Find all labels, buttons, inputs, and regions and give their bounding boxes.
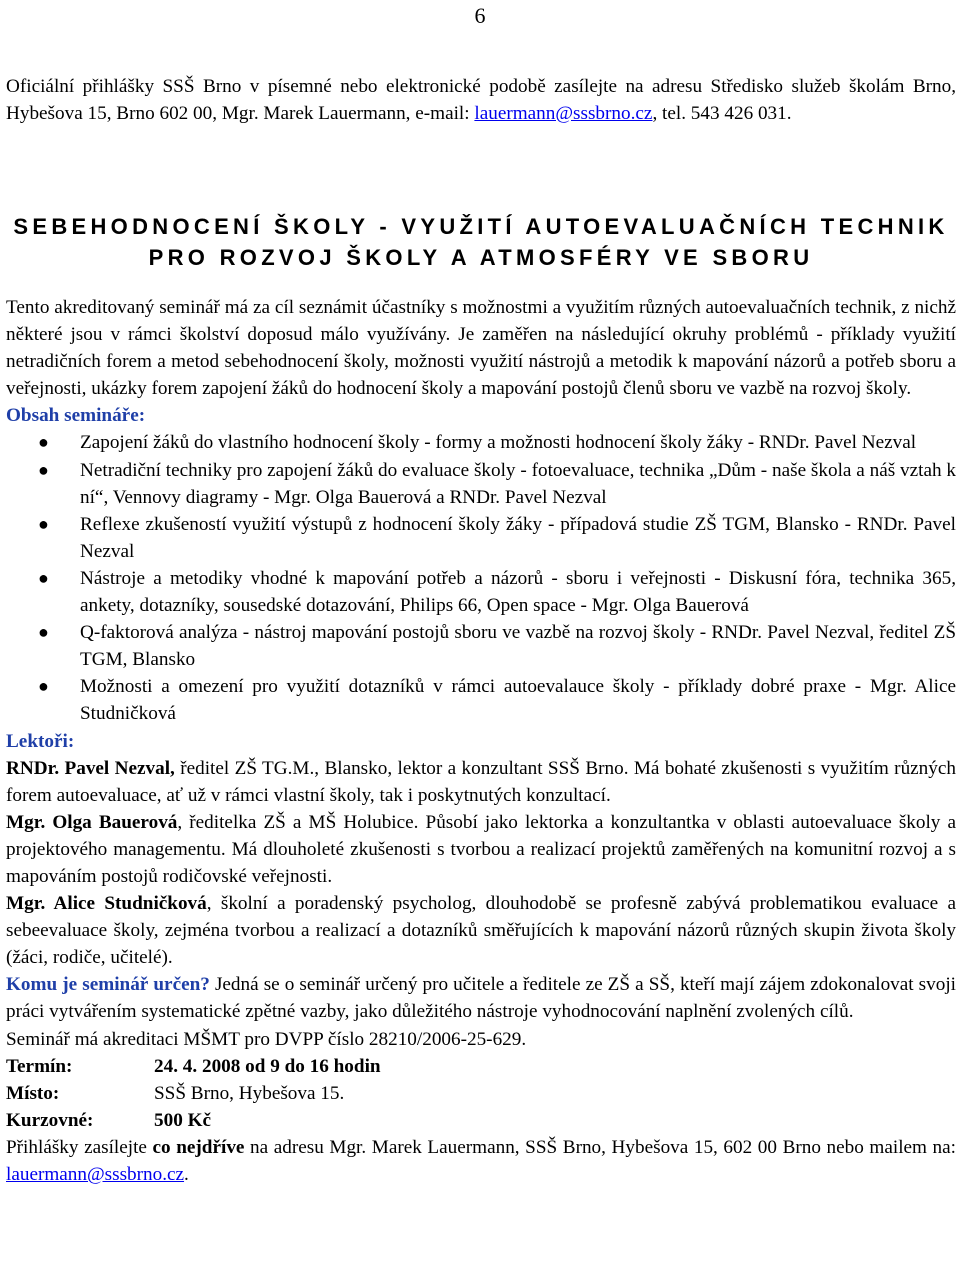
accreditation-line: Seminář má akreditaci MŠMT pro DVPP číslo 28210/2006-25-629. <box>6 1028 527 1050</box>
topic-text: Reflexe zkušeností využití výstupů z hodnocení školy žáky - případová studie ZŠ TGM, Blansko - RNDr. Pavel Nezval <box>80 513 956 562</box>
lecturer-name: RNDr. Pavel Nezval, <box>6 757 175 779</box>
fee-value: 500 Kč <box>154 1109 212 1131</box>
fee-row <box>6 1107 956 1134</box>
lecturers-heading: Lektoři: <box>6 730 75 752</box>
lecturer-bio: ředitel ZŠ TG.M., Blansko, lektor a konzultant SSŠ Brno. Má bohaté zkušenosti s využitím různých forem autoevaluace, ať už v rámci vlastní školy, tak i poskytnutých konzultací. <box>6 757 956 806</box>
closing-emphasis: co nejdříve <box>152 1136 245 1158</box>
list-item <box>6 673 956 727</box>
list-item <box>6 565 956 619</box>
page-number: 6 <box>474 3 486 28</box>
closing-end: . <box>184 1164 189 1185</box>
seminar-title-line-2: PRO ROZVOJ ŠKOLY A ATMOSFÉRY VE SBORU <box>148 245 814 270</box>
place-value: SSŠ Brno, Hybešova 15. <box>154 1082 345 1104</box>
seminar-title <box>6 211 956 273</box>
intro-paragraph <box>6 73 956 127</box>
lecturer-bio: , školní a poradenský psycholog, dlouhodobě se profesně zabývá problematikou evaluace a sebeevaluace školy, zejména tvorbou a realizací a dotazníků směřujících k mapování názorů různých skupin života školy (žáci, rodiče, učitelé). <box>6 893 956 969</box>
lecturer-nezval <box>6 755 956 809</box>
audience-text: Jedná se o seminář určený pro učitele a ředitele ze ZŠ a SŠ, kteří mají zájem zdokonalovat svoji práci vytvářením systematické zpětné vazby, jako důležitého nástroje vyhodnocování naplnění zvolených cílů. <box>6 974 956 1023</box>
intro-tail: , tel. 543 426 031. <box>652 103 792 125</box>
list-item <box>6 619 956 673</box>
lecturer-name: Mgr. Alice Studničková <box>6 893 207 915</box>
place-label: Místo: <box>6 1082 60 1104</box>
list-item <box>6 429 956 456</box>
fee-label: Kurzovné: <box>6 1109 94 1131</box>
lecturer-bauerova <box>6 809 956 890</box>
bullet-icon: ● <box>38 513 49 534</box>
topic-text: Q-faktorová analýza - nástroj mapování postojů sboru ve vazbě na rozvoj školy - RNDr. Pavel Nezval, ředitel ZŠ TGM, Blansko <box>80 622 956 671</box>
seminar-title-line-1: SEBEHODNOCENÍ ŠKOLY - VYUŽITÍ AUTOEVALUAČNÍCH TECHNIK <box>13 214 949 239</box>
bullet-icon: ● <box>38 622 49 643</box>
topics-list <box>6 429 956 727</box>
closing-post: na adresu Mgr. Marek Lauermann, SSŠ Brno, Hybešova 15, 602 00 Brno nebo mailem na: <box>244 1136 956 1158</box>
lecturer-studnickova <box>6 890 956 971</box>
audience-label: Komu je seminář určen? <box>6 974 210 996</box>
intro-text: Oficiální přihlášky SSŠ Brno v písemné nebo elektronické podobě zasílejte na adresu Středisko služeb školám Brno, Hybešova 15, Brno 602 00, Mgr. Marek Lauermann, e-mail: <box>6 76 956 125</box>
lecturer-name: Mgr. Olga Bauerová <box>6 811 178 833</box>
content-heading: Obsah semináře: <box>6 405 146 427</box>
topic-text: Možnosti a omezení pro využití dotazníků v rámci autoevalauce školy - příklady dobré praxe - Mgr. Alice Studničková <box>80 676 956 725</box>
topic-text: Nástroje a metodiky vhodné k mapování potřeb a názorů - sboru i veřejnosti - Diskusní fóra, technika 365, ankety, dotazníky, sousedské dotazování, Philips 66, Open space - Mgr. Olga Bauerová <box>80 567 956 617</box>
bullet-icon: ● <box>38 459 49 480</box>
seminar-description: Tento akreditovaný seminář má za cíl seznámit účastníky s možnostmi a využitím různých autoevaluačních technik, z nichž některé jsou v rámci školství doposud málo využívány. Je zaměřen na následující okruhy problémů - příklady využití netradičních forem a metod sebehodnocení školy, možnosti využití nástrojů a metodik k mapování názorů a potřeb sboru a veřejnosti, ukázky forem zapojení žáků do hodnocení školy a mapování postojů členů sboru ve vazbě na rozvoj školy. <box>6 297 956 400</box>
term-row <box>6 1053 956 1080</box>
list-item <box>6 511 956 565</box>
place-row <box>6 1080 956 1107</box>
closing-pre: Přihlášky zasílejte <box>6 1136 153 1158</box>
topic-text: Netradiční techniky pro zapojení žáků do evaluace školy - fotoevaluace, technika „Dům - naše škola a náš vztah k ní“, Vennovy diagramy - Mgr. Olga Bauerová a RNDr. Pavel Nezval <box>80 459 956 508</box>
bullet-icon: ● <box>38 432 49 453</box>
closing-email-link[interactable]: lauermann@sssbrno.cz <box>6 1164 185 1185</box>
lecturer-bio: , ředitelka ZŠ a MŠ Holubice. Působí jako lektorka a konzultantka v oblasti autoevaluace školy a projektového managementu. Má dlouholeté zkušenosti s tvorbou a realizací projektů zaměřených na komunitní rozvoj a s mapováním postojů rodičovské veřejnosti. <box>6 811 956 887</box>
list-item <box>6 457 956 511</box>
audience-paragraph <box>6 971 956 1025</box>
term-value: 24. 4. 2008 od 9 do 16 hodin <box>154 1055 381 1077</box>
intro-email-link[interactable]: lauermann@sssbrno.cz <box>474 103 653 125</box>
term-label: Termín: <box>6 1055 73 1077</box>
topic-text: Zapojení žáků do vlastního hodnocení školy - formy a možnosti hodnocení školy žáky - RNDr. Pavel Nezval <box>80 432 917 454</box>
bullet-icon: ● <box>38 676 49 697</box>
seminar-body <box>6 294 956 1188</box>
bullet-icon: ● <box>38 567 49 588</box>
closing-paragraph <box>6 1134 956 1188</box>
